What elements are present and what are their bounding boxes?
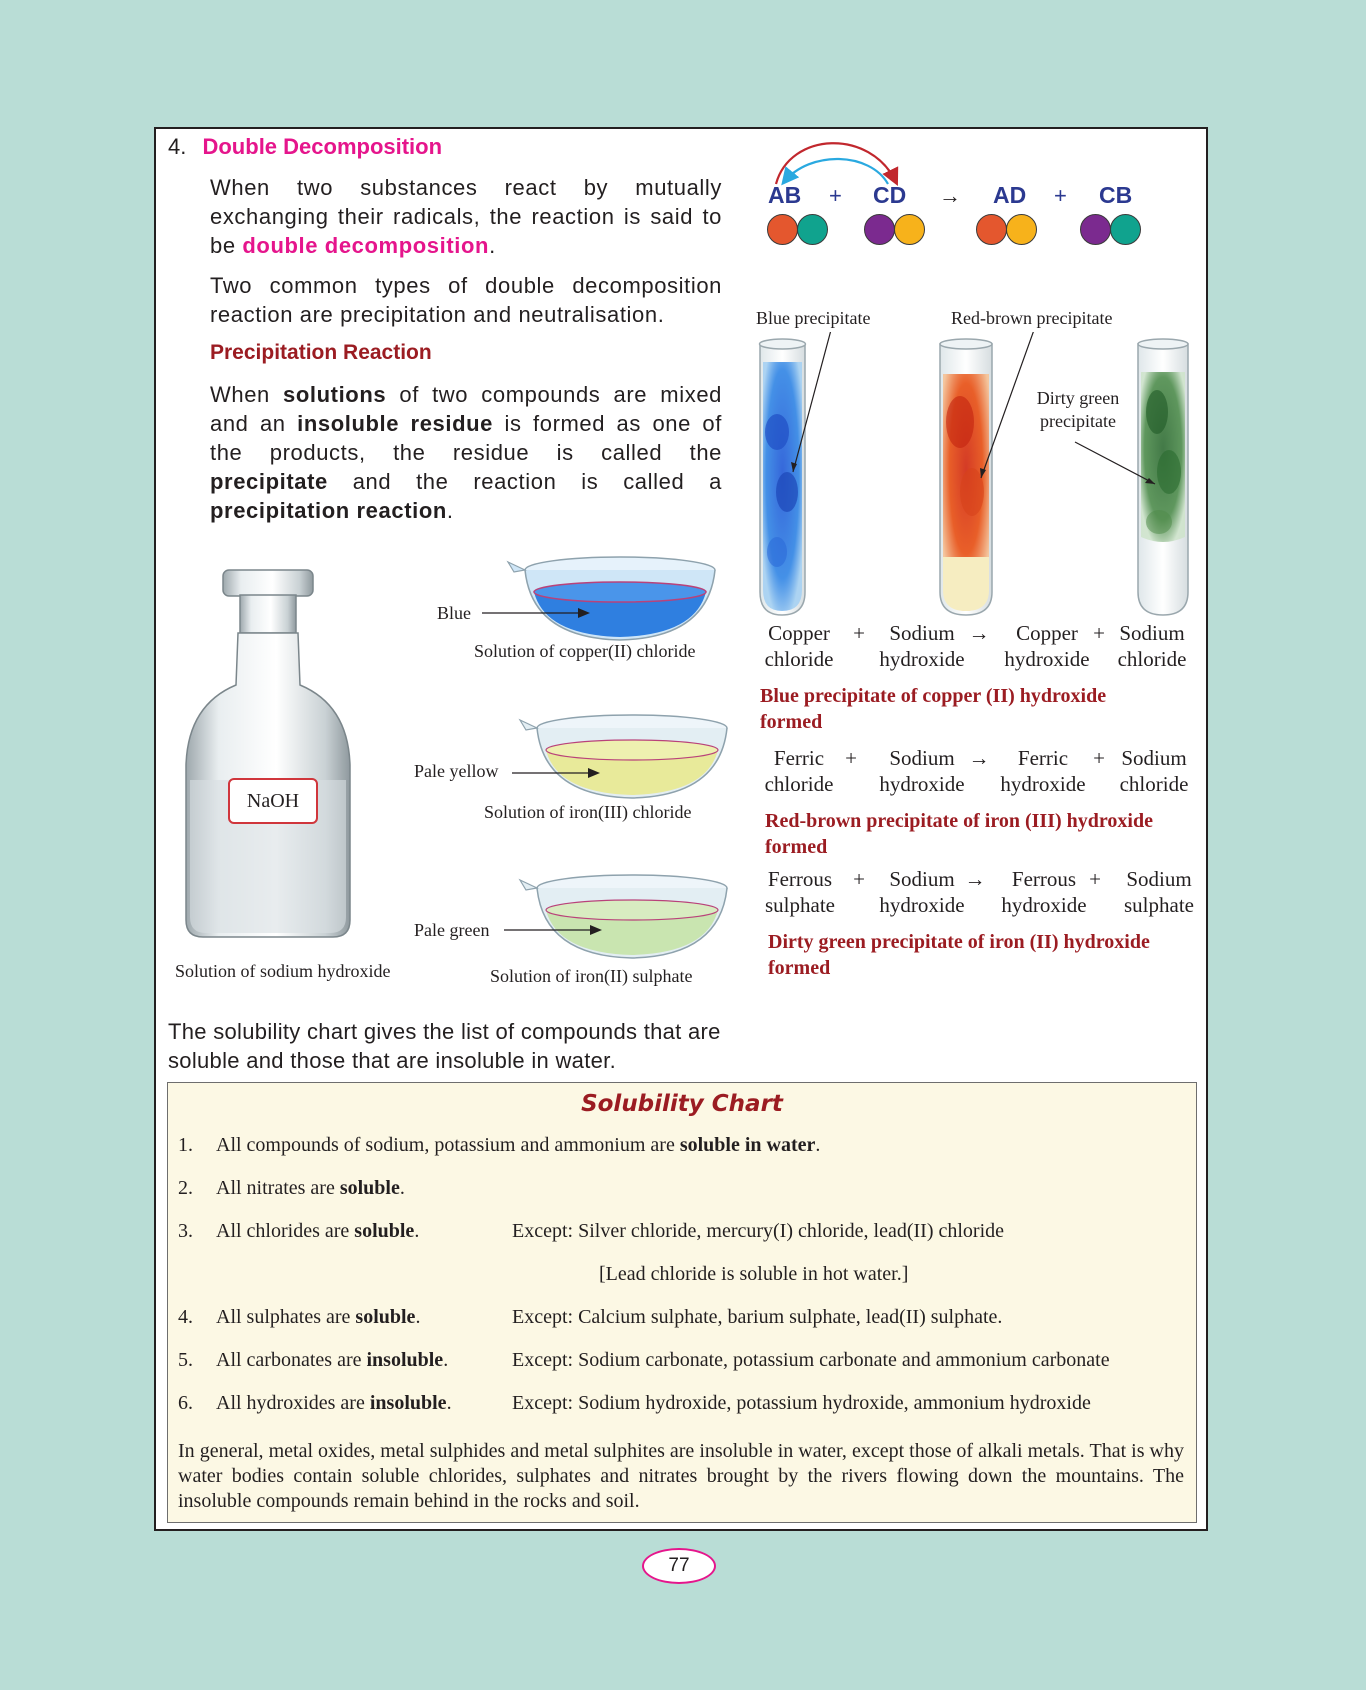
reaction3-note [768, 929, 1150, 981]
p2-word2: sulphate [1124, 893, 1194, 917]
p1-word2: hydroxide [1000, 772, 1086, 796]
plus-2: + [1093, 746, 1105, 770]
p1-word2: hydroxide [1004, 647, 1090, 671]
chart-title: Solubility Chart [581, 1091, 783, 1117]
rule-number: 1. [178, 1134, 193, 1156]
bottle-caption: Solution of sodium hydroxide [175, 961, 391, 981]
tube1-label: Blue precipitate [756, 308, 871, 328]
r2-word1: Sodium [889, 746, 955, 770]
rule-text: All compounds of sodium, potassium and ammonium are [216, 1134, 680, 1156]
para1-text: When two substances react by mutually exchanging their radicals, the reaction is said to be [210, 175, 722, 258]
plus-1: + [845, 746, 857, 770]
ball-a-product [976, 214, 1007, 245]
reaction2-note [765, 808, 1153, 860]
p3-i: . [446, 498, 454, 523]
p3-insoluble-residue: insoluble residue [297, 411, 493, 436]
p3-g: and the reaction is called a [327, 469, 722, 494]
product1-name [998, 620, 1096, 672]
dish2-pointer-arrow-icon [512, 766, 602, 780]
rule-end: . [399, 1177, 405, 1199]
dish1-pointer-arrow-icon [482, 606, 592, 620]
chart-rule-3-exception: Except: Silver chloride, mercury(I) chloride, lead(II) chloride [512, 1220, 1005, 1242]
product1-name [994, 745, 1092, 797]
dish1-caption: Solution of copper(II) chloride [474, 641, 696, 661]
rule-end: . [415, 1306, 421, 1328]
rule-end: . [443, 1349, 449, 1371]
section-heading [168, 134, 442, 160]
precipitation-paragraph [210, 380, 722, 525]
r1-word2: chloride [764, 647, 834, 671]
rule-end: . [446, 1392, 452, 1414]
ball-b-product [1110, 214, 1141, 245]
r1-word2: chloride [764, 772, 834, 796]
plus-1: + [853, 867, 865, 891]
rule-text: All chlorides are [216, 1220, 355, 1242]
dish3-caption: Solution of iron(II) sulphate [490, 966, 693, 986]
lead-chloride-note: [Lead chloride is soluble in hot water.] [599, 1263, 909, 1285]
rule-bold: soluble [354, 1220, 415, 1242]
rule-bold: soluble [355, 1306, 416, 1328]
reactant1-name [760, 866, 840, 918]
sodium-hydroxide-bottle-illustration [178, 565, 358, 945]
rule-number: 6. [178, 1392, 193, 1414]
chart-rule-5 [178, 1347, 448, 1373]
solubility-chart [167, 1082, 1197, 1523]
plus-1: + [853, 621, 865, 645]
p3-precipitate: precipitate [210, 469, 328, 494]
rule-text: All carbonates are [216, 1349, 367, 1371]
chart-rule-3 [178, 1218, 419, 1244]
chart-intro: The solubility chart gives the list of compounds that are soluble and those that are insoluble in water. [168, 1019, 721, 1073]
note3-line1: Dirty green precipitate of iron (II) hydroxide [768, 931, 1150, 953]
rule-text: All nitrates are [216, 1177, 340, 1199]
scheme-arrow: → [939, 183, 961, 208]
note2-line2: formed [765, 836, 828, 858]
page-number: 77 [642, 1548, 716, 1584]
p2-word1: Sodium [1121, 746, 1187, 770]
r1-word2: sulphate [765, 893, 835, 917]
iron-ii-sulphate-dish-illustration [512, 858, 742, 963]
product2-name [1116, 866, 1202, 918]
ball-c [864, 214, 895, 245]
r1-word1: Ferrous [767, 867, 833, 891]
formula-cd: CD [873, 182, 907, 208]
p2-word2: chloride [1119, 772, 1189, 796]
r2-word2: hydroxide [879, 647, 965, 671]
note1-line2: formed [760, 711, 823, 733]
iron-iii-chloride-dish-illustration [512, 698, 742, 803]
dish2-pointer-label: Pale yellow [414, 761, 499, 781]
chart-rule-1 [178, 1132, 820, 1158]
ball-d [894, 214, 925, 245]
reactant2-name [872, 620, 972, 672]
blue-precipitate-tube [760, 339, 806, 615]
ball-c-product [1080, 214, 1111, 245]
reactant2-name [872, 866, 972, 918]
p1-word2: hydroxide [1001, 893, 1087, 917]
reactant1-name [760, 620, 838, 672]
p3-a: When [210, 382, 284, 407]
r1-word1: Ferric [773, 746, 825, 770]
test-tubes-illustration [755, 332, 1195, 622]
red-brown-precipitate-tube [940, 339, 992, 615]
r2-word1: Sodium [889, 621, 955, 645]
dish2-caption: Solution of iron(III) chloride [484, 802, 692, 822]
section-title: Double Decomposition [202, 134, 443, 159]
plus-2: + [1093, 621, 1105, 645]
note1-line1: Blue precipitate of copper (II) hydroxide [760, 685, 1107, 707]
formula-ab: AB [768, 182, 802, 208]
chart-rule-4 [178, 1304, 420, 1330]
p1-word1: Ferrous [1011, 867, 1077, 891]
rule-bold: insoluble [366, 1349, 444, 1371]
definition-paragraph [210, 173, 722, 260]
reactant2-name [872, 745, 972, 797]
rule-bold: insoluble [369, 1392, 447, 1414]
p3-e: is formed as one of the products, the residue is called the [210, 411, 722, 465]
rule-text: All hydroxides are [216, 1392, 370, 1414]
p3-c: of two compounds are mixed and an [210, 382, 722, 436]
r2-word2: hydroxide [879, 893, 965, 917]
r2-word2: hydroxide [879, 772, 965, 796]
ball-b [797, 214, 828, 245]
rule-number: 5. [178, 1349, 193, 1371]
product2-name [1114, 620, 1190, 672]
chart-rule-5-exception: Except: Sodium carbonate, potassium carbonate and ammonium carbonate [512, 1349, 1110, 1371]
chart-rule-4-exception: Except: Calcium sulphate, barium sulphate, lead(II) sulphate. [512, 1306, 1003, 1328]
scheme-plus-1: + [829, 183, 842, 208]
p1-word1: Copper [1016, 621, 1078, 645]
rule-number: 4. [178, 1306, 193, 1328]
p2-word1: Sodium [1119, 621, 1185, 645]
naoh-label: NaOH [228, 778, 318, 824]
rule-number: 3. [178, 1220, 193, 1242]
p3-precipitation-reaction: precipitation reaction [210, 498, 447, 523]
p1-word1: Ferric [1017, 746, 1069, 770]
section-number: 4. [168, 134, 187, 159]
scheme-plus-2: + [1054, 183, 1067, 208]
note2-line1: Red-brown precipitate of iron (III) hydroxide [765, 810, 1153, 832]
dirty-green-precipitate-tube [1138, 339, 1188, 615]
double-decomposition-term: double decomposition [242, 233, 490, 258]
rule-number: 2. [178, 1177, 193, 1199]
dish3-pointer-label: Pale green [414, 920, 490, 940]
tube3-label-line1: Dirty green [1036, 388, 1120, 408]
chart-rule-6 [178, 1390, 452, 1416]
arrow-2: → [968, 746, 990, 770]
tube2-label: Red-brown precipitate [951, 308, 1113, 328]
plus-2: + [1089, 867, 1101, 891]
tube3-label-line2: precipitate [1040, 411, 1116, 431]
ball-d-product [1006, 214, 1037, 245]
product2-name [1114, 745, 1194, 797]
rule-text: All sulphates are [216, 1306, 356, 1328]
product1-name [994, 866, 1094, 918]
reactant1-name [760, 745, 838, 797]
p3-solutions: solutions [283, 382, 387, 407]
p2-word2: chloride [1117, 647, 1187, 671]
r2-word1: Sodium [889, 867, 955, 891]
precipitation-subheading: Precipitation Reaction [210, 341, 432, 364]
r1-word1: Copper [768, 621, 830, 645]
arrow-3: → [964, 867, 986, 891]
note3-line2: formed [768, 957, 831, 979]
rule-end: . [414, 1220, 420, 1242]
chart-rule-6-exception: Except: Sodium hydroxide, potassium hydroxide, ammonium hydroxide [512, 1392, 1091, 1414]
types-paragraph: Two common types of double decomposition reaction are precipitation and neutralisation. [210, 273, 722, 327]
dish1-pointer-label: Blue [437, 603, 471, 623]
reaction1-note [760, 683, 1106, 735]
copper-chloride-dish-illustration [500, 540, 730, 645]
ball-a [767, 214, 798, 245]
arrow-1: → [968, 621, 990, 645]
rule-bold: soluble [339, 1177, 400, 1199]
para1-end: . [489, 233, 496, 258]
rule-bold: soluble in water [679, 1134, 816, 1156]
chart-rule-2 [178, 1175, 405, 1201]
chart-footer-note: In general, metal oxides, metal sulphides and metal sulphites are insoluble in water, except those of alkali metals. That is why water bodies contain soluble chlorides, sulphates and nitrates brought by the rivers flowing down the mountains. The insoluble compounds remain behind in the rocks and soil. [178, 1440, 1184, 1512]
rule-end: . [815, 1134, 821, 1156]
dish3-pointer-arrow-icon [504, 923, 604, 937]
formula-ad: AD [993, 182, 1027, 208]
p2-word1: Sodium [1126, 867, 1192, 891]
formula-cb: CB [1099, 182, 1133, 208]
